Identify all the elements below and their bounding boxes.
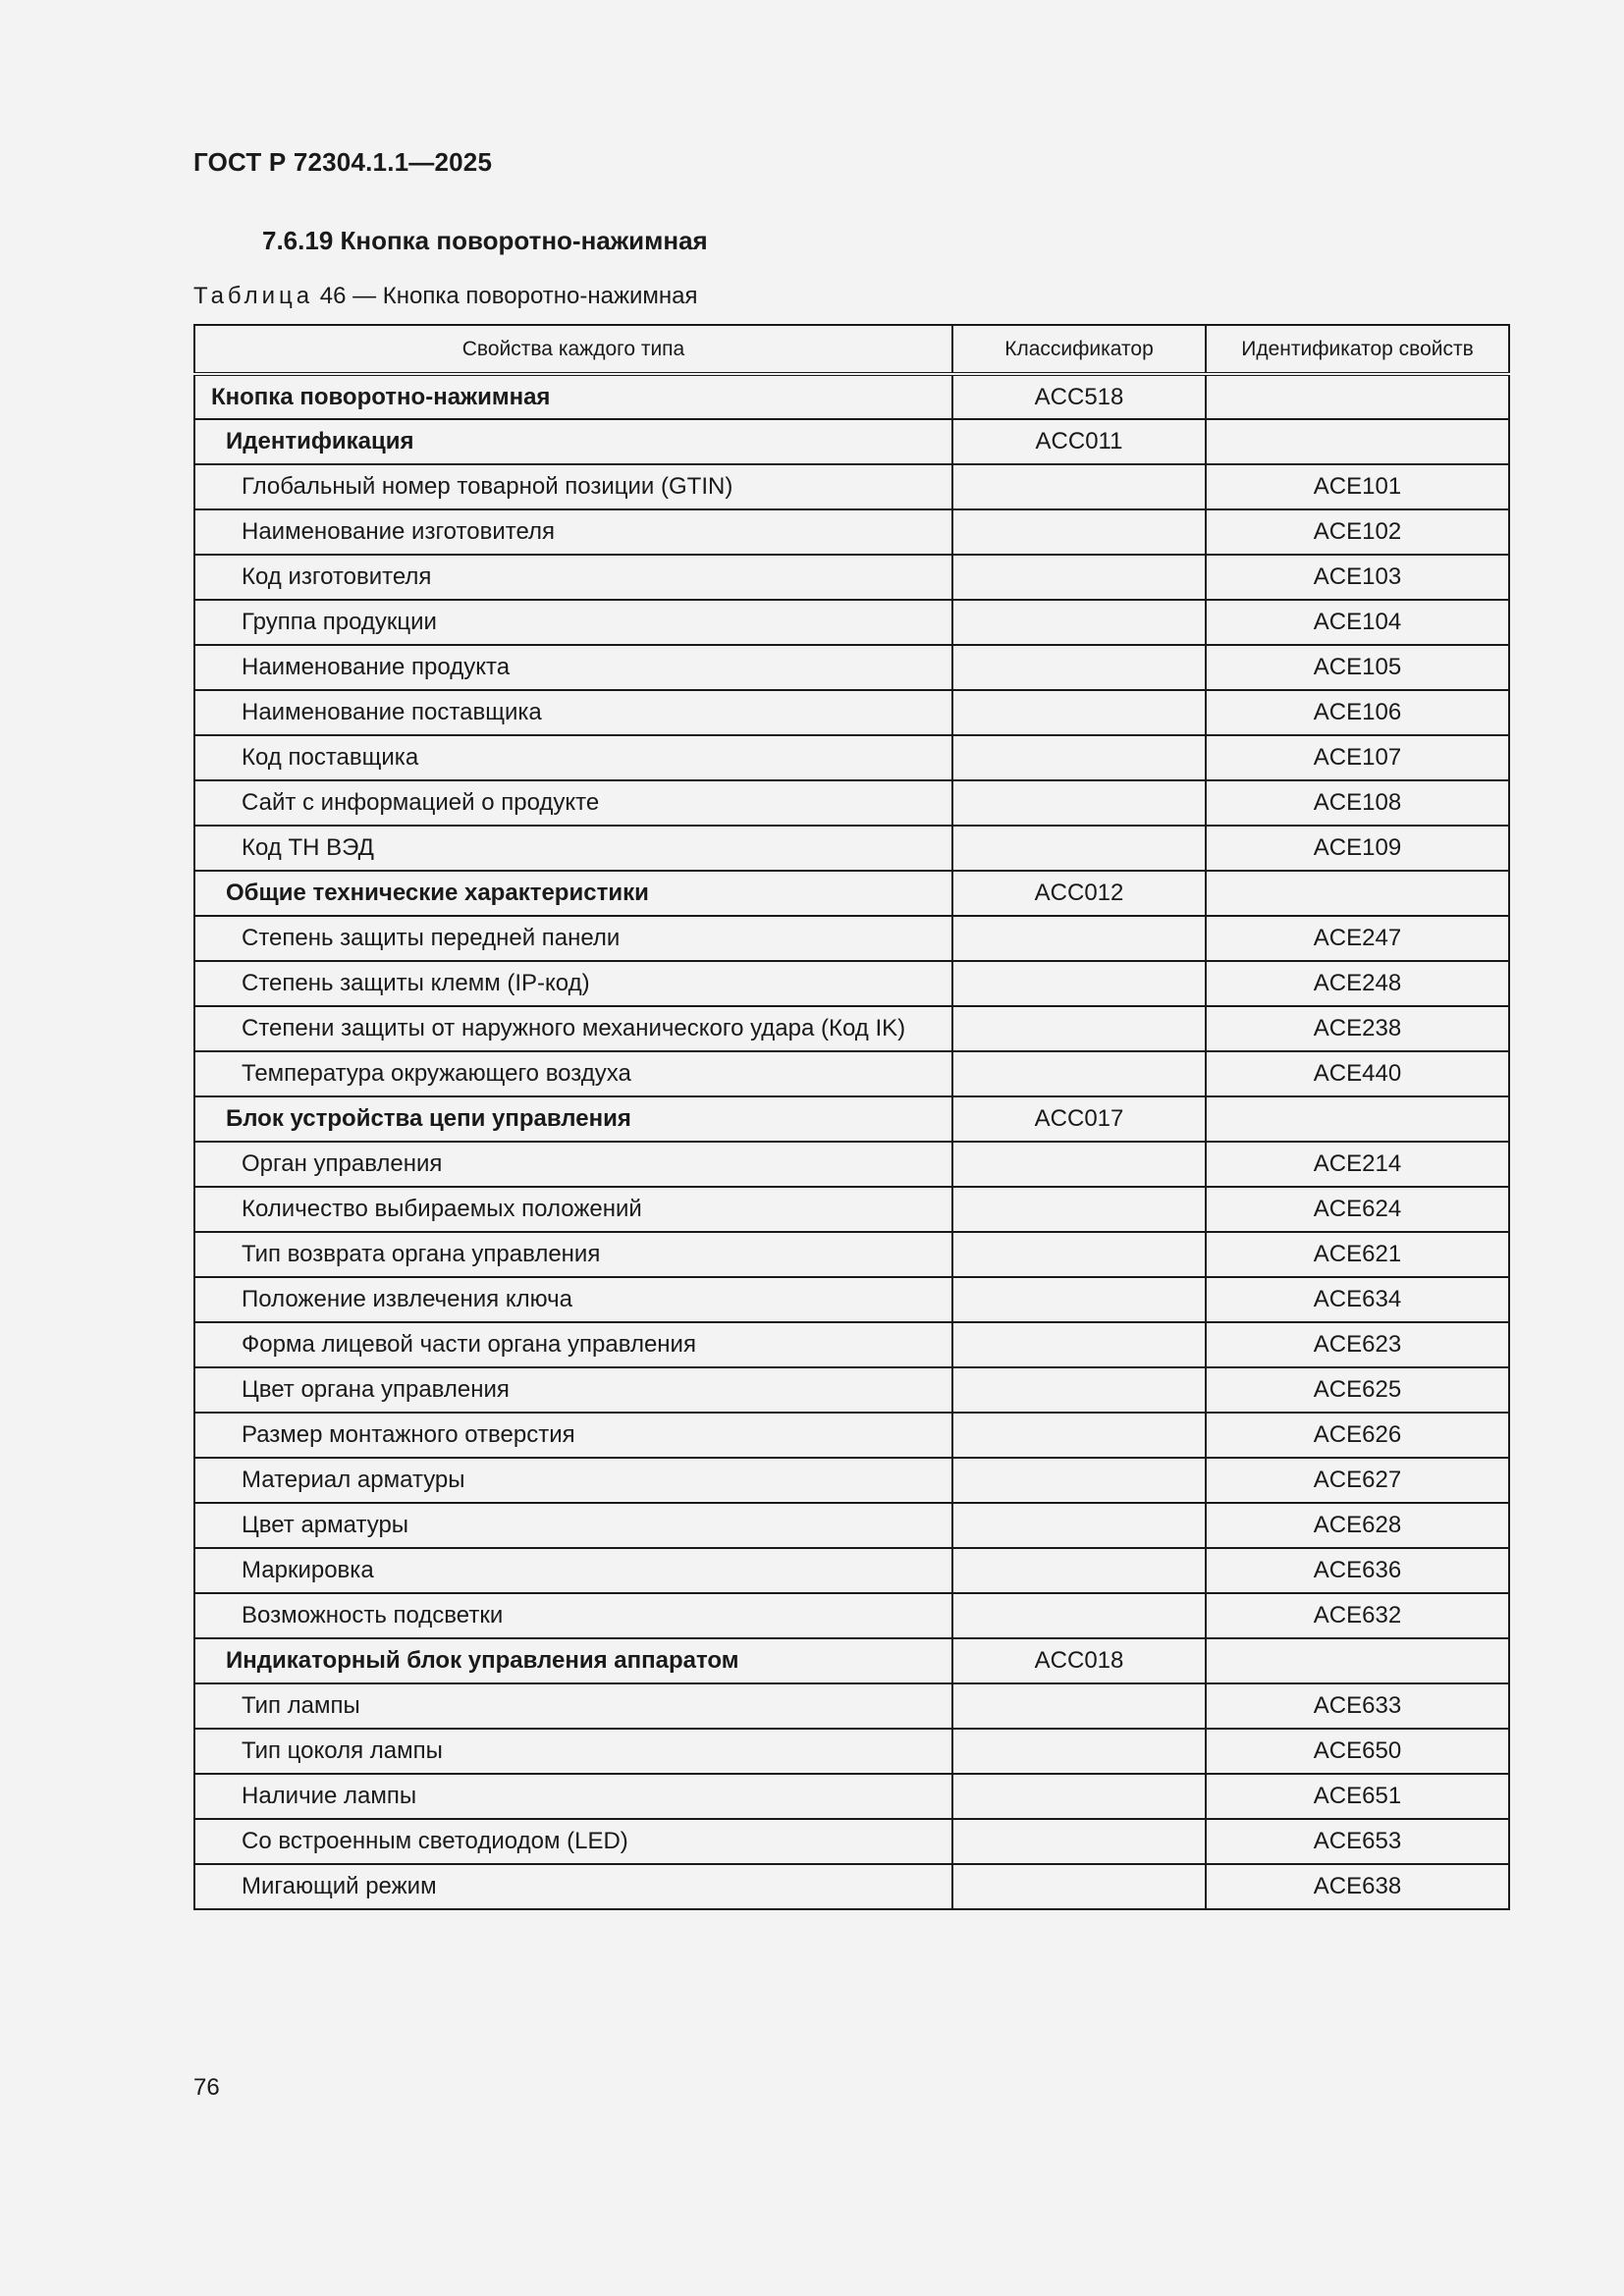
- table-row: [194, 1142, 1509, 1187]
- classifier-cell: [952, 1864, 1206, 1909]
- property-id-cell: ACE634: [1206, 1277, 1509, 1322]
- property-name-cell: Степени защиты от наружного механического удара (Код IK): [194, 1006, 952, 1051]
- property-name-cell: Общие технические характеристики: [194, 871, 952, 916]
- property-id-cell: ACE107: [1206, 735, 1509, 780]
- property-name-cell: Группа продукции: [194, 600, 952, 645]
- table-group-row: [194, 419, 1509, 464]
- property-id-cell: ACE627: [1206, 1458, 1509, 1503]
- property-name-cell: Количество выбираемых положений: [194, 1187, 952, 1232]
- property-name-cell: Материал арматуры: [194, 1458, 952, 1503]
- classifier-cell: [952, 600, 1206, 645]
- table-row: [194, 916, 1509, 961]
- property-name-cell: Мигающий режим: [194, 1864, 952, 1909]
- classifier-cell: [952, 735, 1206, 780]
- classifier-cell: ACC018: [952, 1638, 1206, 1683]
- classifier-cell: [952, 1322, 1206, 1367]
- table-group-row: [194, 1096, 1509, 1142]
- table-row: [194, 600, 1509, 645]
- property-id-cell: ACE638: [1206, 1864, 1509, 1909]
- classifier-cell: [952, 1367, 1206, 1413]
- property-name-cell: Код изготовителя: [194, 555, 952, 600]
- table-row: [194, 1006, 1509, 1051]
- column-header-classifier: Классификатор: [952, 325, 1206, 374]
- classifier-cell: [952, 1006, 1206, 1051]
- property-id-cell: ACE621: [1206, 1232, 1509, 1277]
- classifier-cell: [952, 1051, 1206, 1096]
- table-row: [194, 464, 1509, 509]
- table-header-row: [194, 325, 1509, 374]
- table-caption-text: 46 — Кнопка поворотно-нажимная: [313, 283, 698, 309]
- table-body: [194, 374, 1509, 1909]
- property-id-cell: [1206, 1638, 1509, 1683]
- property-id-cell: ACE103: [1206, 555, 1509, 600]
- classifier-cell: ACC012: [952, 871, 1206, 916]
- table-row: [194, 1232, 1509, 1277]
- table-row: [194, 1729, 1509, 1774]
- property-name-cell: Степень защиты клемм (IP-код): [194, 961, 952, 1006]
- property-id-cell: ACE653: [1206, 1819, 1509, 1864]
- property-name-cell: Идентификация: [194, 419, 952, 464]
- property-name-cell: Цвет органа управления: [194, 1367, 952, 1413]
- property-id-cell: ACE623: [1206, 1322, 1509, 1367]
- table-row: [194, 780, 1509, 826]
- column-header-property-id: Идентификатор свойств: [1206, 325, 1509, 374]
- property-name-cell: Степень защиты передней панели: [194, 916, 952, 961]
- property-name-cell: Положение извлечения ключа: [194, 1277, 952, 1322]
- property-id-cell: ACE651: [1206, 1774, 1509, 1819]
- classifier-cell: [952, 1593, 1206, 1638]
- table-row: [194, 1864, 1509, 1909]
- property-name-cell: Наименование изготовителя: [194, 509, 952, 555]
- property-name-cell: Сайт с информацией о продукте: [194, 780, 952, 826]
- classifier-cell: ACC518: [952, 374, 1206, 419]
- classifier-cell: [952, 1683, 1206, 1729]
- table-row: [194, 961, 1509, 1006]
- classifier-cell: [952, 1774, 1206, 1819]
- classifier-cell: ACC011: [952, 419, 1206, 464]
- table-row: [194, 1819, 1509, 1864]
- property-id-cell: ACE625: [1206, 1367, 1509, 1413]
- table-row: [194, 1367, 1509, 1413]
- table-group-row: [194, 374, 1509, 419]
- property-name-cell: Тип цоколя лампы: [194, 1729, 952, 1774]
- property-id-cell: [1206, 1096, 1509, 1142]
- property-name-cell: Возможность подсветки: [194, 1593, 952, 1638]
- property-id-cell: ACE109: [1206, 826, 1509, 871]
- property-name-cell: Маркировка: [194, 1548, 952, 1593]
- property-id-cell: ACE247: [1206, 916, 1509, 961]
- property-id-cell: ACE633: [1206, 1683, 1509, 1729]
- property-id-cell: ACE214: [1206, 1142, 1509, 1187]
- classifier-cell: [952, 1458, 1206, 1503]
- property-name-cell: Тип возврата органа управления: [194, 1232, 952, 1277]
- property-id-cell: ACE624: [1206, 1187, 1509, 1232]
- table-row: [194, 1503, 1509, 1548]
- property-id-cell: [1206, 871, 1509, 916]
- property-id-cell: ACE104: [1206, 600, 1509, 645]
- classifier-cell: [952, 645, 1206, 690]
- properties-table: [193, 324, 1510, 1910]
- property-id-cell: ACE108: [1206, 780, 1509, 826]
- table-row: [194, 1413, 1509, 1458]
- property-name-cell: Со встроенным светодиодом (LED): [194, 1819, 952, 1864]
- document-code: ГОСТ Р 72304.1.1—2025: [193, 147, 493, 177]
- property-name-cell: Температура окружающего воздуха: [194, 1051, 952, 1096]
- classifier-cell: [952, 1142, 1206, 1187]
- property-id-cell: ACE101: [1206, 464, 1509, 509]
- property-id-cell: [1206, 419, 1509, 464]
- table-row: [194, 1277, 1509, 1322]
- property-name-cell: Наименование поставщика: [194, 690, 952, 735]
- property-id-cell: ACE650: [1206, 1729, 1509, 1774]
- property-id-cell: ACE106: [1206, 690, 1509, 735]
- classifier-cell: [952, 1548, 1206, 1593]
- table-row: [194, 1593, 1509, 1638]
- property-name-cell: Размер монтажного отверстия: [194, 1413, 952, 1458]
- table-row: [194, 826, 1509, 871]
- classifier-cell: [952, 690, 1206, 735]
- property-id-cell: [1206, 374, 1509, 419]
- classifier-cell: [952, 1413, 1206, 1458]
- table-row: [194, 1774, 1509, 1819]
- property-name-cell: Блок устройства цепи управления: [194, 1096, 952, 1142]
- table-row: [194, 1683, 1509, 1729]
- classifier-cell: [952, 1503, 1206, 1548]
- table-row: [194, 735, 1509, 780]
- table-row: [194, 555, 1509, 600]
- classifier-cell: [952, 464, 1206, 509]
- property-name-cell: Тип лампы: [194, 1683, 952, 1729]
- property-id-cell: ACE632: [1206, 1593, 1509, 1638]
- table-row: [194, 509, 1509, 555]
- classifier-cell: [952, 916, 1206, 961]
- table-row: [194, 1322, 1509, 1367]
- table-caption-label: Таблица: [193, 283, 314, 309]
- table-caption: [193, 283, 698, 310]
- classifier-cell: [952, 1187, 1206, 1232]
- property-name-cell: Кнопка поворотно-нажимная: [194, 374, 952, 419]
- classifier-cell: ACC017: [952, 1096, 1206, 1142]
- property-name-cell: Цвет арматуры: [194, 1503, 952, 1548]
- section-title: 7.6.19 Кнопка поворотно-нажимная: [262, 226, 708, 255]
- classifier-cell: [952, 1729, 1206, 1774]
- property-id-cell: ACE102: [1206, 509, 1509, 555]
- table-row: [194, 645, 1509, 690]
- property-name-cell: Наименование продукта: [194, 645, 952, 690]
- property-name-cell: Форма лицевой части органа управления: [194, 1322, 952, 1367]
- property-name-cell: Код ТН ВЭД: [194, 826, 952, 871]
- classifier-cell: [952, 555, 1206, 600]
- table-row: [194, 1051, 1509, 1096]
- classifier-cell: [952, 1819, 1206, 1864]
- classifier-cell: [952, 1277, 1206, 1322]
- property-name-cell: Индикаторный блок управления аппаратом: [194, 1638, 952, 1683]
- property-name-cell: Орган управления: [194, 1142, 952, 1187]
- classifier-cell: [952, 509, 1206, 555]
- property-id-cell: ACE636: [1206, 1548, 1509, 1593]
- property-name-cell: Глобальный номер товарной позиции (GTIN): [194, 464, 952, 509]
- page-number: 76: [193, 2074, 220, 2101]
- table-group-row: [194, 871, 1509, 916]
- property-name-cell: Наличие лампы: [194, 1774, 952, 1819]
- classifier-cell: [952, 780, 1206, 826]
- property-id-cell: ACE626: [1206, 1413, 1509, 1458]
- property-id-cell: ACE248: [1206, 961, 1509, 1006]
- property-id-cell: ACE440: [1206, 1051, 1509, 1096]
- table-row: [194, 1187, 1509, 1232]
- property-name-cell: Код поставщика: [194, 735, 952, 780]
- column-header-properties: Свойства каждого типа: [194, 325, 952, 374]
- table-group-row: [194, 1638, 1509, 1683]
- table-row: [194, 690, 1509, 735]
- classifier-cell: [952, 961, 1206, 1006]
- table-row: [194, 1548, 1509, 1593]
- table-row: [194, 1458, 1509, 1503]
- property-id-cell: ACE238: [1206, 1006, 1509, 1051]
- property-id-cell: ACE628: [1206, 1503, 1509, 1548]
- property-id-cell: ACE105: [1206, 645, 1509, 690]
- classifier-cell: [952, 1232, 1206, 1277]
- classifier-cell: [952, 826, 1206, 871]
